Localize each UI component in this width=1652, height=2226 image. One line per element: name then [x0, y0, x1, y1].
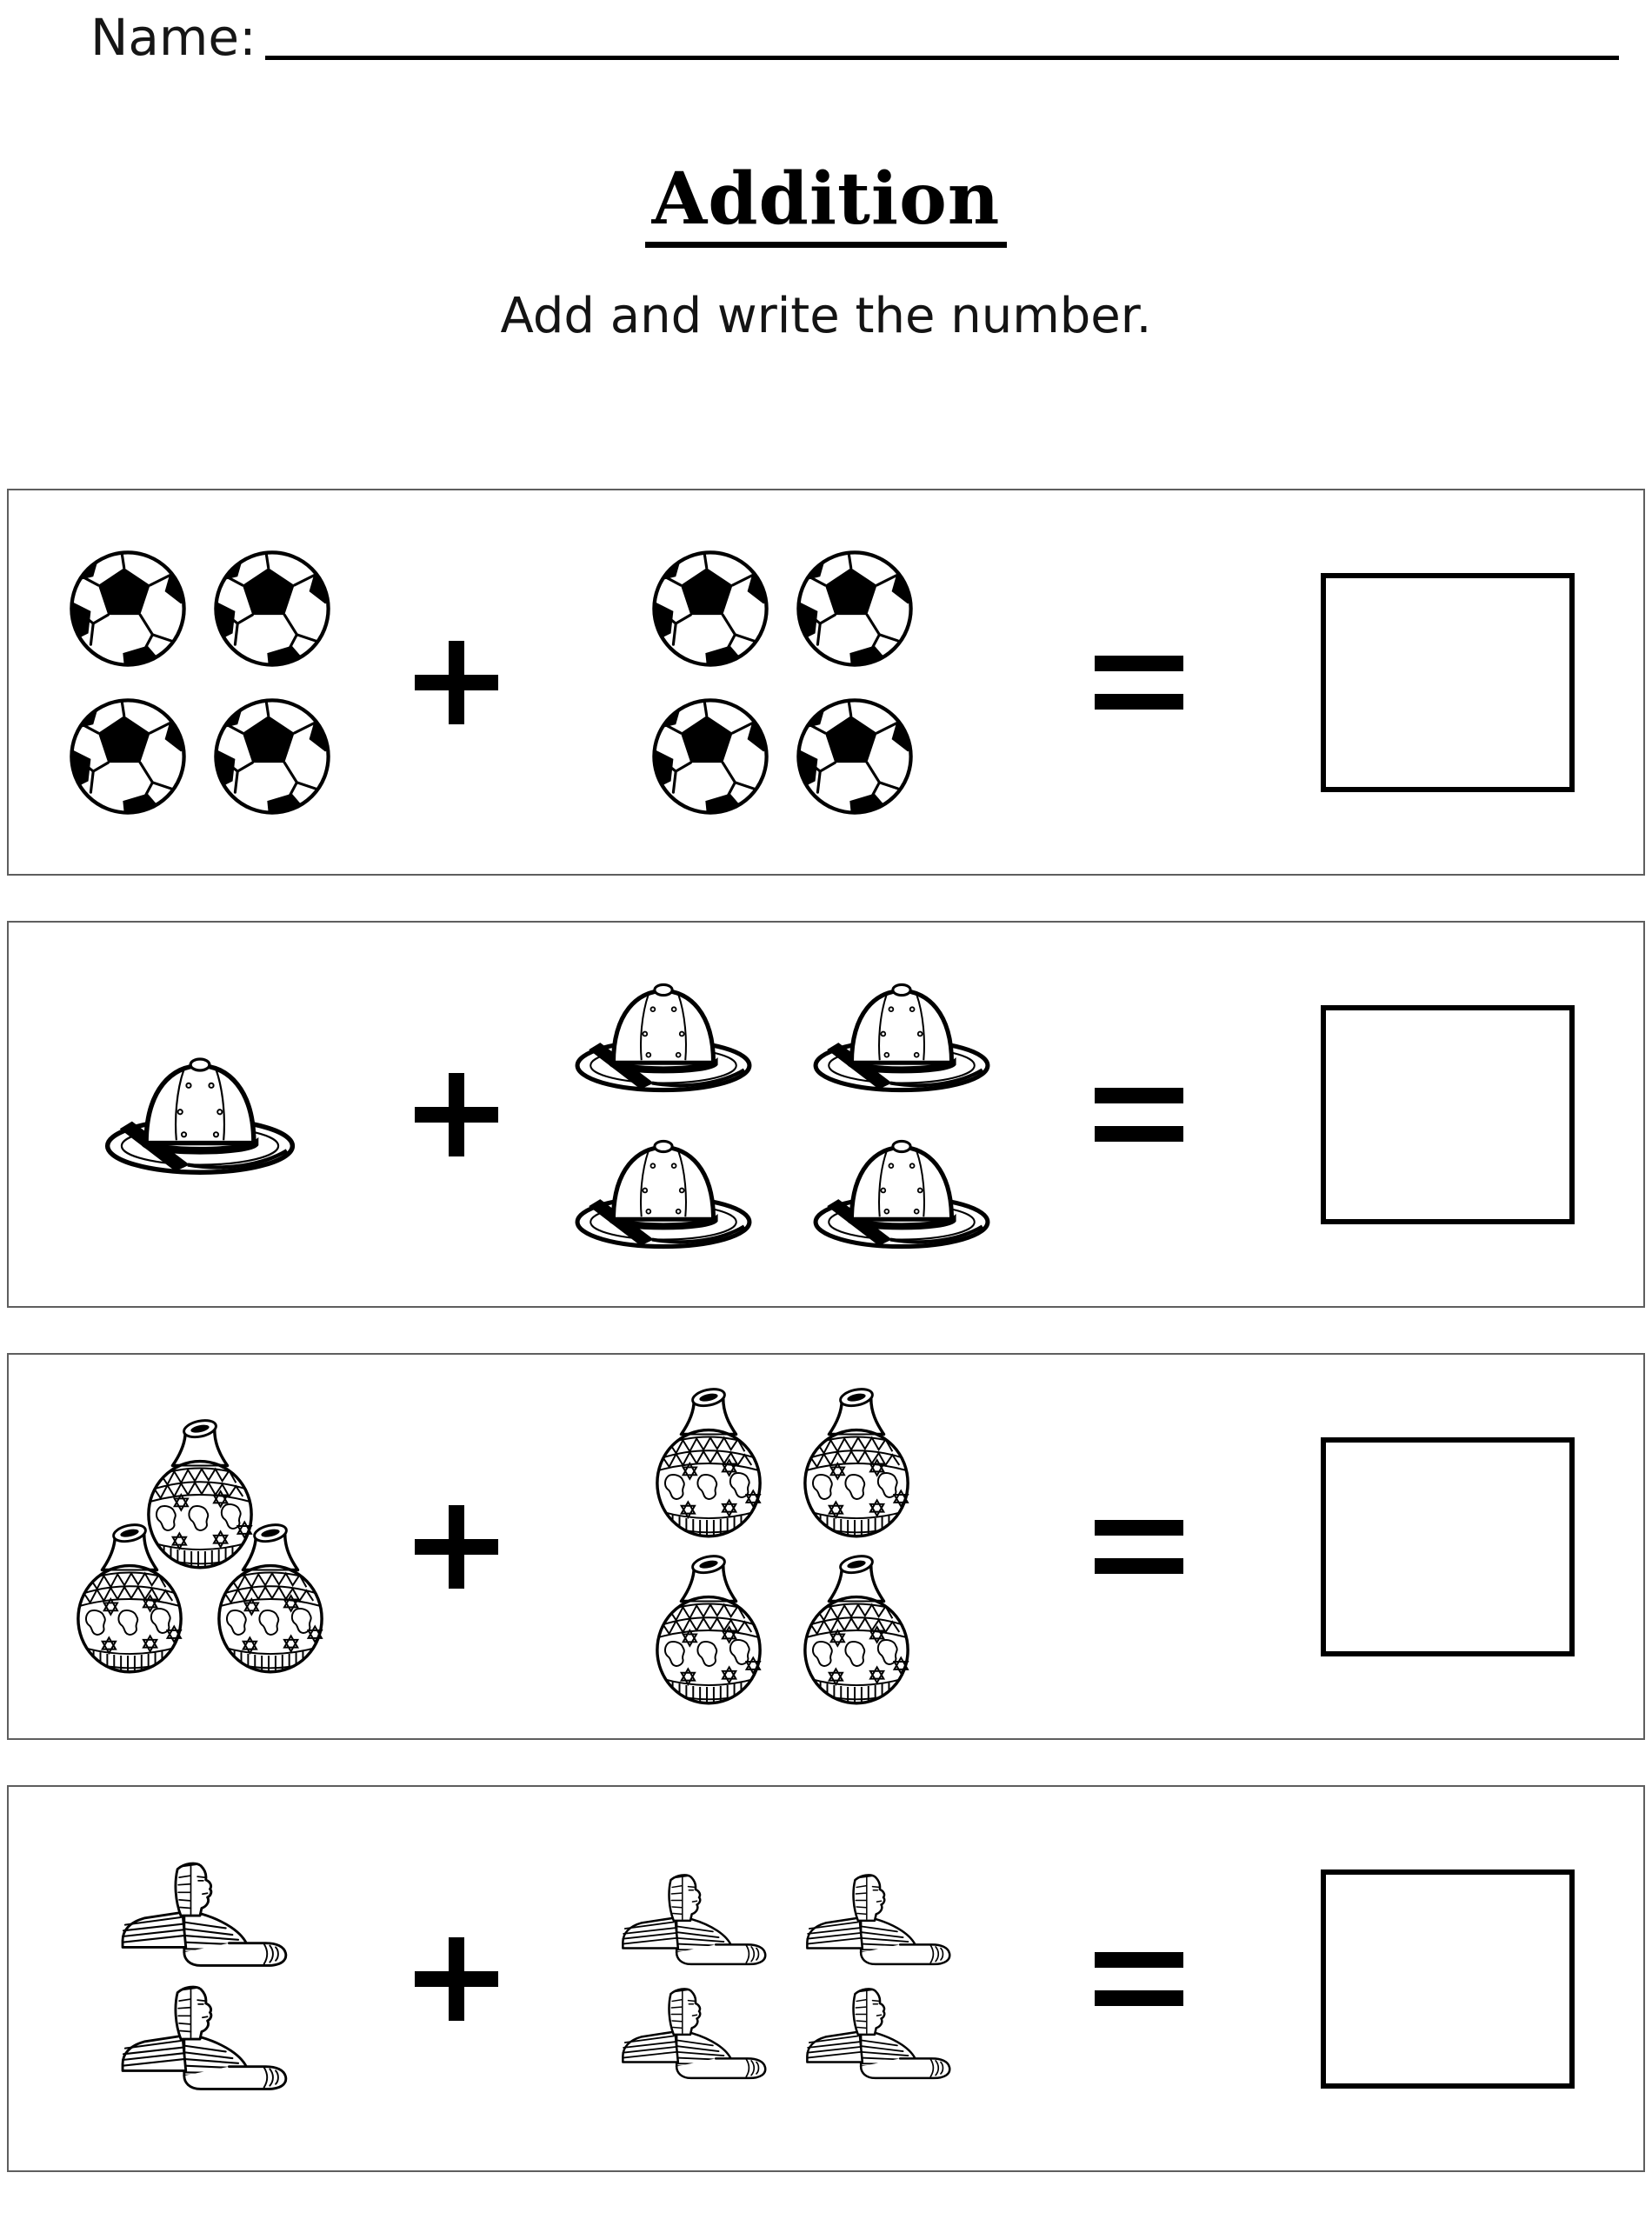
item-group [101, 1053, 299, 1176]
sphinx-icon [104, 1859, 296, 1976]
equals-cell [1026, 490, 1252, 874]
addend-one-group [26, 1355, 374, 1738]
gourd-ornament-icon [212, 1522, 329, 1676]
equals-icon [1095, 1952, 1183, 2006]
addend-one-group [26, 923, 374, 1306]
answer-box[interactable] [1321, 1437, 1575, 1656]
item-group [649, 547, 916, 818]
soccer-ball-icon [66, 547, 190, 670]
item-group [66, 547, 334, 818]
problem-row [7, 1353, 1645, 1740]
sphinx-icon [104, 1983, 296, 2099]
equals-icon [1095, 1520, 1183, 1574]
safari-hat-icon [809, 979, 994, 1094]
safari-hat-icon [571, 979, 756, 1094]
sphinx-icon [607, 1985, 774, 2087]
safari-hat-icon [571, 1136, 756, 1250]
name-row [0, 0, 1652, 67]
answer-box[interactable] [1321, 1005, 1575, 1224]
item-group [607, 1871, 958, 2087]
item-group [571, 979, 994, 1250]
equals-cell [1026, 1787, 1252, 2170]
answer-cell [1252, 1355, 1643, 1738]
sphinx-icon [791, 1871, 958, 1973]
equals-cell [1026, 923, 1252, 1306]
name-label: Name: [90, 8, 256, 67]
title-wrap [0, 157, 1652, 248]
addend-one-group [26, 490, 374, 874]
safari-hat-icon [101, 1053, 299, 1176]
problem-row [7, 921, 1645, 1308]
addend-two-group [539, 1787, 1026, 2170]
problem-row [7, 1785, 1645, 2172]
problem-row [7, 489, 1645, 876]
addend-two-group [539, 1355, 1026, 1738]
answer-cell [1252, 1787, 1643, 2170]
plus-icon [415, 1937, 498, 2021]
plus-cell [374, 490, 539, 874]
soccer-ball-icon [793, 547, 916, 670]
page-title: Addition [645, 163, 1008, 248]
gourd-ornament-icon [71, 1522, 188, 1676]
item-group [650, 1386, 915, 1708]
equals-icon [1095, 1088, 1183, 1142]
sphinx-icon [791, 1985, 958, 2087]
addend-one-group [26, 1787, 374, 2170]
answer-box[interactable] [1321, 573, 1575, 792]
sphinx-icon [607, 1871, 774, 1973]
addend-two-group [539, 490, 1026, 874]
answer-cell [1252, 923, 1643, 1306]
addend-two-group [539, 923, 1026, 1306]
gourd-ornament-icon [798, 1386, 915, 1541]
gourd-ornament-icon [650, 1386, 767, 1541]
plus-icon [415, 1505, 498, 1589]
instructions-text: Add and write the number. [500, 288, 1152, 344]
plus-icon [415, 1073, 498, 1156]
soccer-ball-icon [66, 695, 190, 818]
item-group [71, 1417, 329, 1676]
item-group [104, 1859, 296, 2099]
plus-cell [374, 923, 539, 1306]
soccer-ball-icon [210, 547, 334, 670]
gourd-ornament-icon [650, 1553, 767, 1708]
name-entry-line[interactable] [265, 12, 1619, 60]
plus-cell [374, 1355, 539, 1738]
plus-icon [415, 641, 498, 724]
equals-cell [1026, 1355, 1252, 1738]
plus-cell [374, 1787, 539, 2170]
soccer-ball-icon [649, 695, 772, 818]
answer-cell [1252, 490, 1643, 874]
problems-list [7, 489, 1645, 2172]
soccer-ball-icon [793, 695, 916, 818]
equals-icon [1095, 656, 1183, 710]
gourd-ornament-icon [798, 1553, 915, 1708]
safari-hat-icon [809, 1136, 994, 1250]
answer-box[interactable] [1321, 1869, 1575, 2089]
soccer-ball-icon [210, 695, 334, 818]
soccer-ball-icon [649, 547, 772, 670]
